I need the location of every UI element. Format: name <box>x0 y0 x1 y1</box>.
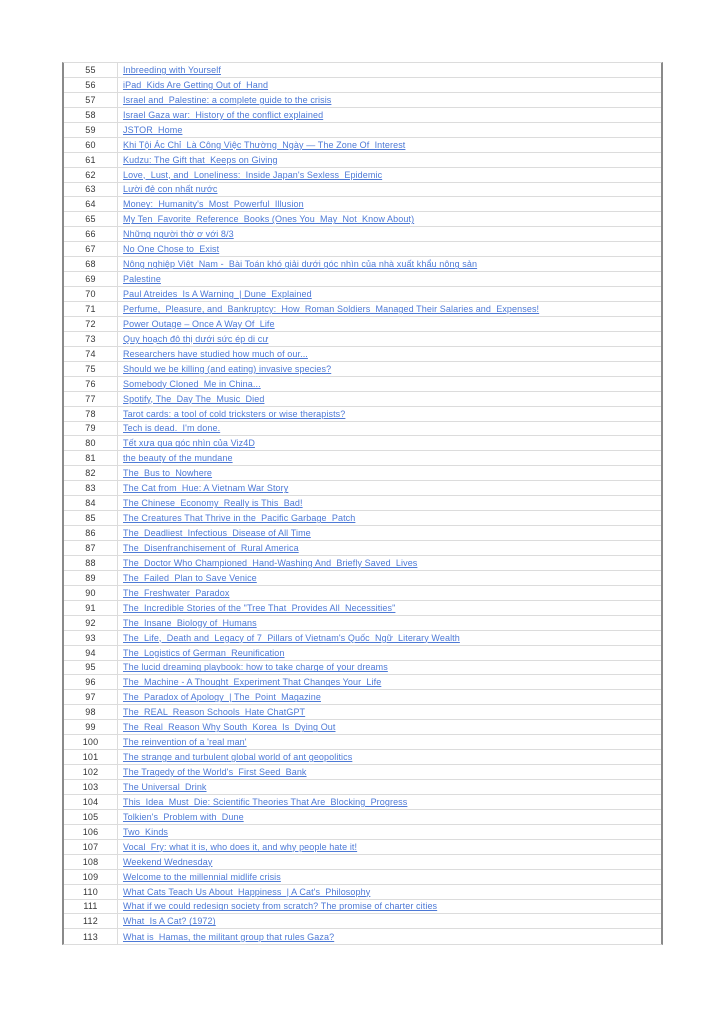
link-cell <box>118 138 661 152</box>
link-cell <box>118 690 661 704</box>
document-link[interactable]: The REAL Reason Schools Hate ChatGPT <box>123 707 306 718</box>
link-cell <box>118 870 661 884</box>
document-link[interactable]: The Freshwater Paradox <box>123 587 230 598</box>
row-number: 103 <box>64 780 118 794</box>
row-number: 100 <box>64 735 118 749</box>
link-cell <box>118 108 661 122</box>
row-number: 94 <box>64 646 118 660</box>
table-row <box>64 750 661 765</box>
link-cell <box>118 407 661 421</box>
link-cell <box>118 287 661 301</box>
document-link[interactable]: Spotify, The Day The Music Died <box>123 393 265 404</box>
row-number: 75 <box>64 362 118 376</box>
document-link[interactable]: Israel Gaza war: History of the conflict explained <box>123 109 324 120</box>
table-row <box>64 840 661 855</box>
link-cell <box>118 63 661 77</box>
document-link[interactable]: The Deadliest Infectious Disease of All Time <box>123 528 311 539</box>
table-row <box>64 422 661 437</box>
document-link[interactable]: Quy hoạch đô thị dưới sức ép di cư <box>123 333 269 344</box>
row-number: 88 <box>64 556 118 570</box>
table-row <box>64 720 661 735</box>
row-number: 102 <box>64 765 118 779</box>
document-link[interactable]: Two Kinds <box>123 826 169 837</box>
table-row <box>64 197 661 212</box>
row-number: 91 <box>64 601 118 615</box>
table-row <box>64 795 661 810</box>
row-number: 98 <box>64 705 118 719</box>
document-link[interactable]: The Machine - A Thought Experiment That Changes Your Life <box>123 677 382 688</box>
link-cell <box>118 227 661 241</box>
document-link[interactable]: Money: Humanity's Most Powerful Illusion <box>123 199 304 210</box>
row-number: 77 <box>64 392 118 406</box>
table-row <box>64 735 661 750</box>
table-row <box>64 855 661 870</box>
document-link[interactable]: The Insane Biology of Humans <box>123 617 257 628</box>
link-cell <box>118 93 661 107</box>
link-cell <box>118 675 661 689</box>
link-cell <box>118 466 661 480</box>
document-link[interactable]: What Is A Cat? (1972) <box>123 916 216 927</box>
table-row <box>64 601 661 616</box>
table-row <box>64 183 661 198</box>
link-cell <box>118 661 661 675</box>
link-cell <box>118 586 661 600</box>
row-number: 106 <box>64 825 118 839</box>
link-cell <box>118 750 661 764</box>
table-row <box>64 451 661 466</box>
links-table <box>62 62 663 945</box>
document-link[interactable]: Tolkien's Problem with Dune <box>123 811 244 822</box>
table-row <box>64 108 661 123</box>
row-number: 104 <box>64 795 118 809</box>
document-link[interactable]: No One Chose to Exist <box>123 244 220 255</box>
table-row <box>64 616 661 631</box>
document-link[interactable]: The strange and turbulent global world of ant geopolitics <box>123 752 353 763</box>
row-number: 105 <box>64 810 118 824</box>
document-link[interactable]: Kudzu: The Gift that Keeps on Giving <box>123 154 278 165</box>
row-number: 58 <box>64 108 118 122</box>
link-cell <box>118 556 661 570</box>
document-link[interactable]: The Disenfranchisement of Rural America <box>123 542 299 553</box>
table-row <box>64 407 661 422</box>
row-number: 61 <box>64 153 118 167</box>
document-link[interactable]: The Creatures That Thrive in the Pacific Garbage Patch <box>123 513 356 524</box>
link-cell <box>118 302 661 316</box>
document-link[interactable]: Israel and Palestine: a complete guide to the crisis <box>123 94 332 105</box>
table-row <box>64 646 661 661</box>
link-cell <box>118 153 661 167</box>
row-number: 80 <box>64 436 118 450</box>
link-cell <box>118 377 661 391</box>
row-number: 79 <box>64 422 118 436</box>
row-number: 82 <box>64 466 118 480</box>
table-row <box>64 227 661 242</box>
table-row <box>64 810 661 825</box>
link-cell <box>118 332 661 346</box>
document-link[interactable]: The Real Reason Why South Korea Is Dying Out <box>123 722 336 733</box>
link-cell <box>118 212 661 226</box>
link-cell <box>118 78 661 92</box>
row-number: 60 <box>64 138 118 152</box>
row-number: 66 <box>64 227 118 241</box>
table-row <box>64 511 661 526</box>
row-number: 108 <box>64 855 118 869</box>
table-row <box>64 556 661 571</box>
row-number: 78 <box>64 407 118 421</box>
table-row <box>64 63 661 78</box>
link-cell <box>118 914 661 928</box>
link-cell <box>118 929 661 944</box>
link-cell <box>118 481 661 495</box>
link-cell <box>118 646 661 660</box>
row-number: 72 <box>64 317 118 331</box>
row-number: 107 <box>64 840 118 854</box>
link-cell <box>118 347 661 361</box>
document-link[interactable]: Weekend Wednesday <box>123 856 213 867</box>
table-row <box>64 541 661 556</box>
row-number: 90 <box>64 586 118 600</box>
table-row <box>64 571 661 586</box>
link-cell <box>118 422 661 436</box>
table-row <box>64 661 661 676</box>
document-link[interactable]: The Bus to Nowhere <box>123 468 213 479</box>
document-link[interactable]: The lucid dreaming playbook: how to take charge of your dreams <box>123 662 388 673</box>
row-number: 86 <box>64 526 118 540</box>
document-link[interactable]: Tarot cards: a tool of cold tricksters or wise therapists? <box>123 408 346 419</box>
document-link[interactable]: The Incredible Stories of the "Tree That Provides All Necessities" <box>123 602 396 613</box>
table-row <box>64 780 661 795</box>
link-cell <box>118 840 661 854</box>
document-link[interactable]: Power Outage – Once A Way Of Life <box>123 318 275 329</box>
link-cell <box>118 183 661 197</box>
row-number: 110 <box>64 885 118 899</box>
row-number: 85 <box>64 511 118 525</box>
document-link[interactable]: Welcome to the millennial midlife crisis <box>123 871 281 882</box>
link-cell <box>118 496 661 510</box>
link-cell <box>118 885 661 899</box>
row-number: 97 <box>64 690 118 704</box>
table-row <box>64 466 661 481</box>
document-link[interactable]: What Cats Teach Us About Happiness | A Cat's Philosophy <box>123 886 371 897</box>
row-number: 87 <box>64 541 118 555</box>
row-number: 83 <box>64 481 118 495</box>
table-row <box>64 272 661 287</box>
link-cell <box>118 257 661 271</box>
document-link[interactable]: Love, Lust, and Loneliness: Inside Japan's Sexless Epidemic <box>123 169 383 180</box>
document-link[interactable]: the beauty of the mundane <box>123 453 233 464</box>
table-row <box>64 586 661 601</box>
table-row <box>64 212 661 227</box>
link-cell <box>118 765 661 779</box>
row-number: 70 <box>64 287 118 301</box>
link-cell <box>118 242 661 256</box>
row-number: 63 <box>64 183 118 197</box>
document-link[interactable]: The Logistics of German Reunification <box>123 647 285 658</box>
table-row <box>64 885 661 900</box>
link-cell <box>118 362 661 376</box>
row-number: 111 <box>64 900 118 914</box>
row-number: 84 <box>64 496 118 510</box>
document-link[interactable]: Somebody Cloned Me in China... <box>123 378 261 389</box>
link-cell <box>118 855 661 869</box>
link-cell <box>118 720 661 734</box>
table-row <box>64 302 661 317</box>
document-link[interactable]: The Life, Death and Legacy of 7 Pillars of Vietnam's Quốc Ngữ Literary Wealth <box>123 632 460 643</box>
row-number: 57 <box>64 93 118 107</box>
row-number: 55 <box>64 63 118 77</box>
document-link[interactable]: Paul Atreides Is A Warning | Dune Explained <box>123 289 312 300</box>
row-number: 76 <box>64 377 118 391</box>
row-number: 74 <box>64 347 118 361</box>
link-cell <box>118 317 661 331</box>
document-link[interactable]: The Chinese Economy Really is This Bad! <box>123 498 303 509</box>
document-link[interactable]: Những người thờ ơ với 8/3 <box>123 229 234 240</box>
table-row <box>64 900 661 915</box>
link-cell <box>118 780 661 794</box>
document-link[interactable]: Should we be killing (and eating) invasive species? <box>123 363 332 374</box>
link-cell <box>118 436 661 450</box>
table-row <box>64 257 661 272</box>
table-row <box>64 138 661 153</box>
row-number: 59 <box>64 123 118 137</box>
link-cell <box>118 272 661 286</box>
document-link[interactable]: My Ten Favorite Reference Books (Ones You May Not Know About) <box>123 214 415 225</box>
link-cell <box>118 735 661 749</box>
table-row <box>64 631 661 646</box>
row-number: 93 <box>64 631 118 645</box>
row-number: 68 <box>64 257 118 271</box>
document-link[interactable]: The Universal Drink <box>123 781 207 792</box>
row-number: 67 <box>64 242 118 256</box>
document-link[interactable]: Vocal Fry: what it is, who does it, and why people hate it! <box>123 841 358 852</box>
document-link[interactable]: The Failed Plan to Save Venice <box>123 572 257 583</box>
row-number: 69 <box>64 272 118 286</box>
document-link[interactable]: Perfume, Pleasure, and Bankruptcy: How Roman Soldiers Managed Their Salaries and Expenses! <box>123 303 540 314</box>
table-row <box>64 362 661 377</box>
table-row <box>64 287 661 302</box>
document-link[interactable]: Palestine <box>123 274 161 285</box>
table-row <box>64 436 661 451</box>
table-row <box>64 496 661 511</box>
row-number: 109 <box>64 870 118 884</box>
link-cell <box>118 900 661 914</box>
link-cell <box>118 810 661 824</box>
table-row <box>64 123 661 138</box>
document-link[interactable]: The Tragedy of the World's First Seed Bank <box>123 767 307 778</box>
table-row <box>64 153 661 168</box>
table-row <box>64 705 661 720</box>
table-row <box>64 78 661 93</box>
table-row <box>64 317 661 332</box>
link-cell <box>118 526 661 540</box>
row-number: 81 <box>64 451 118 465</box>
table-row <box>64 377 661 392</box>
table-row <box>64 675 661 690</box>
row-number: 64 <box>64 197 118 211</box>
document-link[interactable]: What is Hamas, the militant group that rules Gaza? <box>123 931 335 942</box>
link-cell <box>118 616 661 630</box>
table-row <box>64 765 661 780</box>
table-row <box>64 242 661 257</box>
table-row <box>64 392 661 407</box>
table-row <box>64 481 661 496</box>
document-link[interactable]: The Doctor Who Championed Hand-Washing And Briefly Saved Lives <box>123 557 418 568</box>
table-row <box>64 825 661 840</box>
link-cell <box>118 795 661 809</box>
link-cell <box>118 451 661 465</box>
document-link[interactable]: Nông nghiệp Việt Nam - Bài Toán khó giải dưới góc nhìn của nhà xuất khẩu nông sản <box>123 259 478 270</box>
document-link[interactable]: Researchers have studied how much of our... <box>123 348 308 359</box>
row-number: 99 <box>64 720 118 734</box>
document-link[interactable]: Lười đẻ con nhất nước <box>123 184 218 195</box>
document-link[interactable]: This Idea Must Die: Scientific Theories That Are Blocking Progress <box>123 796 408 807</box>
table-row <box>64 690 661 705</box>
link-cell <box>118 123 661 137</box>
link-cell <box>118 541 661 555</box>
link-cell <box>118 197 661 211</box>
document-link[interactable]: JSTOR Home <box>123 124 183 135</box>
document-link[interactable]: The Paradox of Apology | The Point Magazine <box>123 692 321 703</box>
link-cell <box>118 705 661 719</box>
link-cell <box>118 601 661 615</box>
table-row <box>64 168 661 183</box>
table-row <box>64 332 661 347</box>
link-cell <box>118 392 661 406</box>
link-cell <box>118 571 661 585</box>
link-cell <box>118 168 661 182</box>
row-number: 101 <box>64 750 118 764</box>
row-number: 71 <box>64 302 118 316</box>
row-number: 113 <box>64 929 118 944</box>
row-number: 96 <box>64 675 118 689</box>
document-link[interactable]: Inbreeding with Yourself <box>123 64 221 75</box>
row-number: 62 <box>64 168 118 182</box>
document-link[interactable]: The Cat from Hue: A Vietnam War Story <box>123 483 289 494</box>
row-number: 73 <box>64 332 118 346</box>
table-row <box>64 929 661 944</box>
document-link[interactable]: Tech is dead. I'm done. <box>123 423 221 434</box>
table-row <box>64 347 661 362</box>
row-number: 56 <box>64 78 118 92</box>
link-cell <box>118 631 661 645</box>
link-cell <box>118 511 661 525</box>
document-link[interactable]: Khi Tội Ác Chỉ Là Công Việc Thường Ngày — The Zone Of Interest <box>123 139 406 150</box>
table-row <box>64 526 661 541</box>
document-link[interactable]: iPad Kids Are Getting Out of Hand <box>123 79 269 90</box>
table-row <box>64 93 661 108</box>
row-number: 95 <box>64 661 118 675</box>
row-number: 65 <box>64 212 118 226</box>
document-link[interactable]: Tết xưa qua góc nhìn của Viz4D <box>123 438 255 449</box>
row-number: 92 <box>64 616 118 630</box>
table-row <box>64 914 661 929</box>
document-link[interactable]: The reinvention of a 'real man' <box>123 737 247 748</box>
row-number: 89 <box>64 571 118 585</box>
table-row <box>64 870 661 885</box>
link-cell <box>118 825 661 839</box>
row-number: 112 <box>64 914 118 928</box>
document-link[interactable]: What if we could redesign society from scratch? The promise of charter cities <box>123 901 438 912</box>
